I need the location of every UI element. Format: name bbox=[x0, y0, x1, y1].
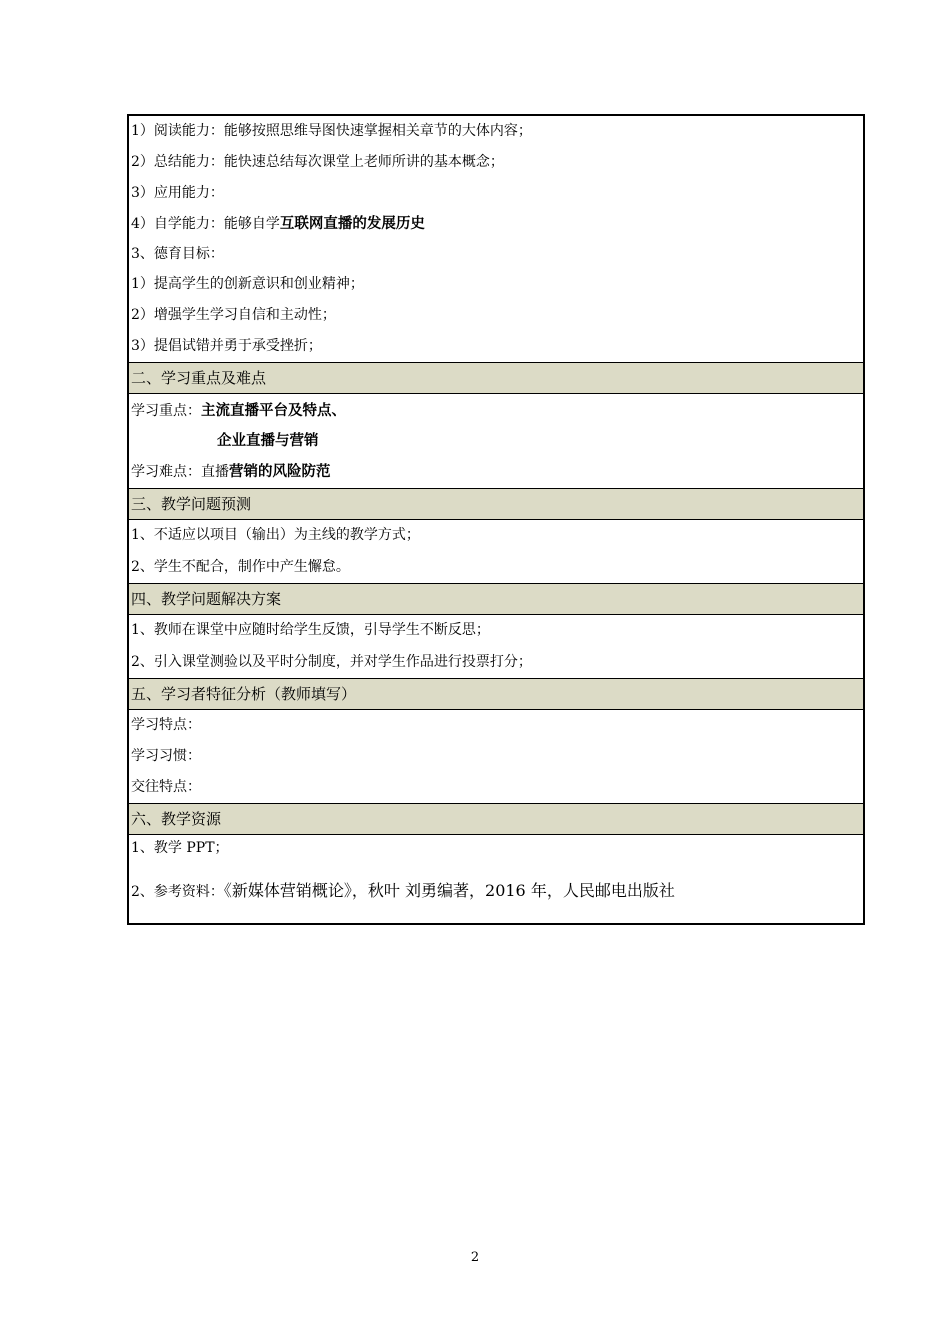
resource-label: 2、参考资料： bbox=[131, 884, 224, 900]
section-solutions bbox=[129, 584, 863, 679]
section-header: 五、学习者特征分析（教师填写） bbox=[129, 679, 863, 710]
ability-line-4 bbox=[129, 209, 863, 240]
resource-item-2 bbox=[129, 861, 863, 923]
list-item: 1、不适应以项目（输出）为主线的教学方式； bbox=[131, 527, 420, 543]
section-header: 三、教学问题预测 bbox=[129, 489, 863, 520]
moral-item-3: 3）提倡试错并勇于承受挫折； bbox=[131, 338, 322, 354]
section-header: 六、教学资源 bbox=[129, 804, 863, 835]
key-point-1: 主流直播平台及特点、 bbox=[201, 403, 346, 419]
list-item: 2、学生不配合，制作中产生懈怠。 bbox=[131, 559, 350, 575]
section-header: 二、学习重点及难点 bbox=[129, 363, 863, 394]
key-label: 学习重点： bbox=[131, 403, 201, 419]
section-learner-analysis bbox=[129, 679, 863, 804]
self-study-prefix: 4）自学能力：能够自学 bbox=[131, 216, 280, 232]
section-header: 四、教学问题解决方案 bbox=[129, 584, 863, 615]
difficulty-prefix: 学习难点：直播 bbox=[131, 464, 229, 480]
key-point-line-2 bbox=[129, 426, 863, 457]
moral-title: 3、德育目标： bbox=[131, 246, 224, 262]
list-item: 学习特点： bbox=[131, 717, 201, 733]
section-resources bbox=[129, 804, 863, 923]
lesson-plan-table bbox=[127, 114, 865, 925]
self-study-bold: 互联网直播的发展历史 bbox=[279, 216, 425, 232]
page-number: 2 bbox=[470, 1250, 480, 1265]
list-item: 学习习惯： bbox=[131, 748, 201, 764]
ability-line-2: 2）总结能力：能快速总结每次课堂上老师所讲的基本概念； bbox=[131, 154, 504, 170]
ability-line-1: 1）阅读能力：能够按照思维导图快速掌握相关章节的大体内容； bbox=[131, 123, 532, 139]
moral-item-1: 1）提高学生的创新意识和创业精神； bbox=[131, 276, 364, 292]
list-item: 1、教师在课堂中应随时给学生反馈，引导学生不断反思； bbox=[131, 622, 490, 638]
difficulty-bold: 营销的风险防范 bbox=[229, 464, 331, 480]
list-item: 2、引入课堂测验以及平时分制度，并对学生作品进行投票打分； bbox=[131, 654, 532, 670]
section-problem-prediction bbox=[129, 489, 863, 584]
list-item: 交往特点： bbox=[131, 779, 201, 795]
ability-line-3: 3）应用能力： bbox=[131, 185, 224, 201]
resource-text: 《新媒体营销概论》，秋叶 刘勇编著，2016 年，人民邮电出版社 bbox=[223, 881, 675, 900]
objectives-block bbox=[129, 116, 863, 363]
key-point-line-1 bbox=[129, 394, 863, 426]
key-point-2: 企业直播与营销 bbox=[217, 433, 319, 449]
difficulty-line bbox=[129, 457, 863, 488]
section-key-points bbox=[129, 363, 863, 489]
moral-item-2: 2）增强学生学习自信和主动性； bbox=[131, 307, 336, 323]
resource-item-1: 1、教学 PPT； bbox=[131, 840, 229, 856]
